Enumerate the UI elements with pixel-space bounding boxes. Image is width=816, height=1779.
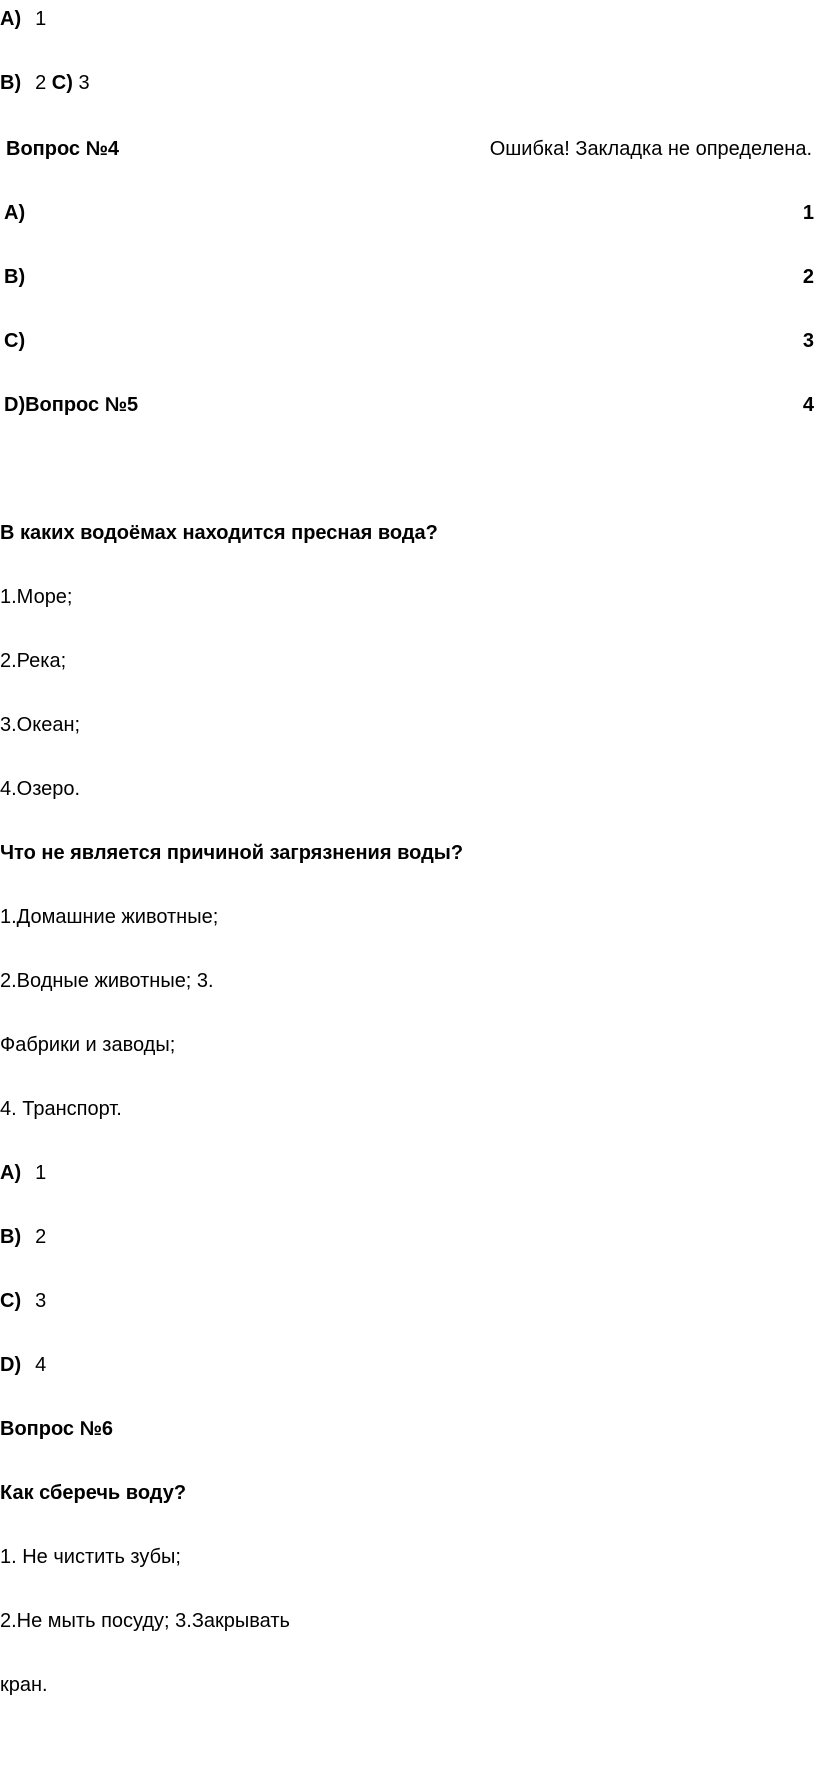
toc-entry-label: A): [4, 202, 26, 224]
option-value: 4: [35, 1354, 47, 1376]
question-6-line: 2.Не мыть посуду; 3.Закрывать: [0, 1610, 290, 1632]
option-letter: C): [0, 1290, 22, 1312]
question-6-text: Как сберечь воду?: [0, 1482, 187, 1504]
question-pollution-text: Что не является причиной загрязнения воды?: [0, 842, 464, 864]
question-5-option: 1.Море;: [0, 586, 73, 608]
option-letter: B): [0, 72, 22, 94]
toc-entry-label: D)Вопрос №5: [4, 394, 139, 416]
option-value: 3: [35, 1290, 47, 1312]
question-5-option: 3.Океан;: [0, 714, 81, 736]
question-pollution-line: Фабрики и заводы;: [0, 1034, 176, 1056]
option-letter: D): [0, 1354, 22, 1376]
question-5-option: 4.Озеро.: [0, 778, 81, 800]
question-6-title: Вопрос №6: [0, 1418, 114, 1440]
answer-option-b: [0, 1222, 46, 1252]
answer-option-a: [0, 4, 46, 34]
option-value: 3: [78, 72, 90, 94]
question-5-text: В каких водоёмах находится пресная вода?: [0, 522, 438, 544]
answer-option-b-c: [0, 68, 90, 98]
answer-option-c: [0, 1286, 46, 1316]
option-letter: A): [0, 1162, 22, 1184]
question-5-option: 2.Река;: [0, 650, 67, 672]
toc-entry-label: B): [4, 266, 26, 288]
toc-entry-page: 3: [802, 330, 814, 352]
option-letter: C): [51, 72, 73, 94]
option-value: 1: [35, 1162, 47, 1184]
toc-entry-page: 2: [802, 266, 814, 288]
question-pollution-line: 1.Домашние животные;: [0, 906, 219, 928]
question-6-line: кран.: [0, 1674, 48, 1696]
question-6-line: 1. Не чистить зубы;: [0, 1546, 181, 1568]
option-letter: B): [0, 1226, 22, 1248]
question-4-title: Вопрос №4: [6, 138, 120, 160]
toc-entry-page: 1: [802, 202, 814, 224]
option-value: 2: [35, 1226, 47, 1248]
answer-option-d: [0, 1350, 46, 1380]
bookmark-error: Ошибка! Закладка не определена.: [489, 138, 812, 160]
toc-entry-page: 4: [802, 394, 814, 416]
question-pollution-line: 4. Транспорт.: [0, 1098, 122, 1120]
answer-option-a: [0, 1158, 46, 1188]
option-letter: A): [0, 8, 22, 30]
option-value: 1: [35, 8, 47, 30]
option-value: 2: [35, 72, 47, 94]
toc-entry-label: C): [4, 330, 26, 352]
question-pollution-line: 2.Водные животные; 3.: [0, 970, 214, 992]
